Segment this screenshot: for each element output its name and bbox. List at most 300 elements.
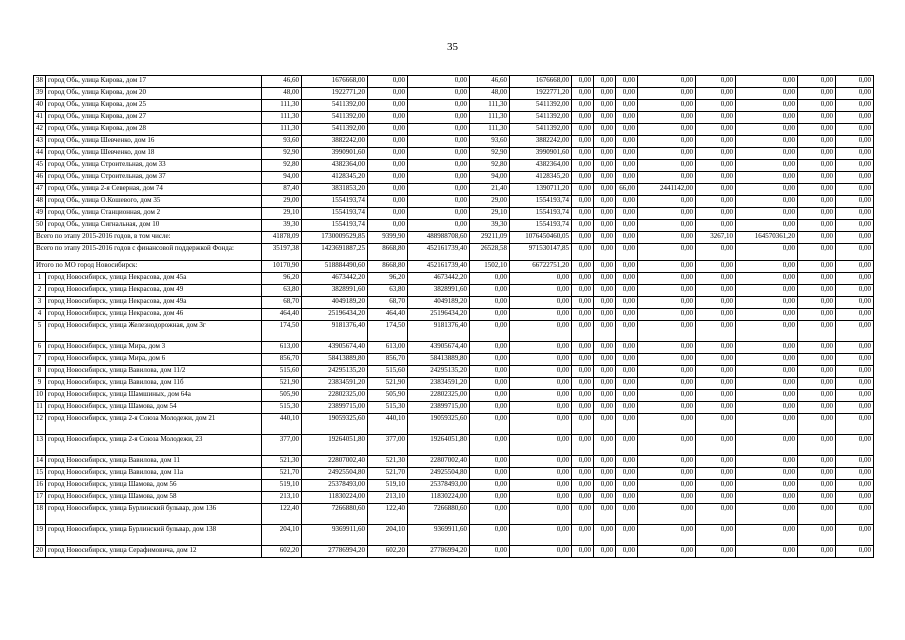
row-number: 41 [34,112,46,124]
value-cell: 0,00 [696,354,736,366]
value-cell: 515,60 [368,366,408,378]
value-cell: 0,00 [798,160,836,172]
value-cell: 0,00 [368,208,408,220]
value-cell: 5411392,00 [302,112,368,124]
row-number: 4 [34,309,46,321]
value-cell: 0,00 [594,354,616,366]
value-cell: 0,00 [836,244,874,261]
value-cell: 0,00 [572,378,594,390]
value-cell: 0,00 [696,456,736,468]
value-cell: 0,00 [696,136,736,148]
value-cell: 0,00 [836,492,874,504]
value-cell: 856,70 [368,354,408,366]
value-cell: 0,00 [616,160,638,172]
value-cell: 63,80 [368,285,408,297]
value-cell: 24295135,20 [302,366,368,378]
table-row [34,468,874,480]
value-cell: 0,00 [736,148,798,160]
value-cell: 21,40 [470,184,510,196]
value-cell: 0,00 [594,309,616,321]
value-cell: 111,30 [262,124,302,136]
value-cell: 96,20 [368,273,408,285]
value-cell: 0,00 [510,402,572,414]
value-cell: 29,00 [470,196,510,208]
row-number: 42 [34,124,46,136]
value-cell: 0,00 [616,390,638,402]
value-cell: 0,00 [638,480,696,492]
value-cell: 1554193,74 [302,208,368,220]
value-cell: 519,10 [262,480,302,492]
value-cell: 5411392,00 [302,124,368,136]
row-number: 40 [34,100,46,112]
value-cell: 22807002,40 [302,456,368,468]
value-cell: 93,60 [470,136,510,148]
value-cell: 0,00 [572,492,594,504]
value-cell: 0,00 [616,546,638,558]
value-cell: 0,00 [616,124,638,136]
value-cell: 0,00 [798,504,836,525]
row-number: 47 [34,184,46,196]
value-cell: 0,00 [736,468,798,480]
value-cell: 0,00 [696,366,736,378]
value-cell: 0,00 [510,285,572,297]
value-cell: 0,00 [470,435,510,456]
value-cell: 0,00 [736,196,798,208]
value-cell: 0,00 [572,480,594,492]
table-row [34,456,874,468]
row-number: 6 [34,342,46,354]
value-cell: 0,00 [510,273,572,285]
value-cell: 0,00 [638,88,696,100]
address-cell: город Обь, улица Сигнальная, дом 10 [46,220,262,232]
value-cell: 0,00 [836,321,874,342]
value-cell: 0,00 [408,172,470,184]
value-cell: 0,00 [470,402,510,414]
value-cell: 3990901,60 [302,148,368,160]
value-cell: 0,00 [798,184,836,196]
address-cell: город Новосибирск, улица Некрасова, дом 49а [46,297,262,309]
value-cell: 521,30 [368,456,408,468]
value-cell: 0,00 [368,124,408,136]
value-cell: 0,00 [696,76,736,88]
value-cell: 521,70 [262,468,302,480]
value-cell: 0,00 [836,261,874,273]
value-cell: 11830224,00 [408,492,470,504]
address-cell: город Обь, улица Кирова, дом 25 [46,100,262,112]
value-cell: 0,00 [594,297,616,309]
value-cell: 518884490,60 [302,261,368,273]
value-cell: 0,00 [572,136,594,148]
row-number: 20 [34,546,46,558]
table-row [34,480,874,492]
value-cell: 521,30 [262,456,302,468]
table-row [34,124,874,136]
address-cell: город Обь, улица Кирова, дом 28 [46,124,262,136]
value-cell: 0,00 [836,297,874,309]
value-cell: 0,00 [736,504,798,525]
value-cell: 1554193,74 [510,220,572,232]
address-cell: город Обь, улица 2-я Северная, дом 74 [46,184,262,196]
value-cell: 0,00 [696,390,736,402]
table-row [34,220,874,232]
value-cell: 0,00 [616,480,638,492]
value-cell: 0,00 [638,172,696,184]
value-cell: 0,00 [572,208,594,220]
value-cell: 0,00 [572,435,594,456]
value-cell: 0,00 [594,232,616,244]
value-cell: 0,00 [798,297,836,309]
value-cell: 0,00 [510,456,572,468]
value-cell: 48,00 [470,88,510,100]
value-cell: 0,00 [470,285,510,297]
value-cell: 0,00 [408,208,470,220]
value-cell: 0,00 [836,525,874,546]
value-cell: 0,00 [836,112,874,124]
value-cell: 0,00 [572,100,594,112]
value-cell: 0,00 [616,309,638,321]
value-cell: 0,00 [368,220,408,232]
value-cell: 0,00 [510,435,572,456]
value-cell: 0,00 [594,172,616,184]
value-cell: 87,40 [262,184,302,196]
value-cell: 68,70 [368,297,408,309]
value-cell: 0,00 [798,112,836,124]
table-row [34,76,874,88]
table-row [34,525,874,546]
value-cell: 0,00 [798,76,836,88]
value-cell: 0,00 [572,354,594,366]
value-cell: 0,00 [616,285,638,297]
value-cell: 94,00 [470,172,510,184]
value-cell: 213,10 [262,492,302,504]
value-cell: 0,00 [798,100,836,112]
value-cell: 0,00 [696,480,736,492]
total-row [34,244,874,261]
row-number: 50 [34,220,46,232]
value-cell: 122,40 [262,504,302,525]
table-row [34,414,874,435]
value-cell: 0,00 [638,136,696,148]
value-cell: 5411392,00 [302,100,368,112]
value-cell: 0,00 [408,184,470,196]
value-cell: 1730009529,85 [302,232,368,244]
row-number: 2 [34,285,46,297]
value-cell: 92,80 [470,160,510,172]
value-cell: 0,00 [638,297,696,309]
value-cell: 0,00 [616,220,638,232]
value-cell: 22807002,40 [408,456,470,468]
value-cell: 0,00 [736,342,798,354]
value-cell: 0,00 [572,390,594,402]
value-cell: 521,90 [368,378,408,390]
value-cell: 0,00 [368,88,408,100]
value-cell: 0,00 [572,546,594,558]
value-cell: 0,00 [798,172,836,184]
value-cell: 4673442,20 [408,273,470,285]
value-cell: 0,00 [836,136,874,148]
value-cell: 0,00 [696,172,736,184]
value-cell: 24295135,20 [408,366,470,378]
value-cell: 0,00 [572,76,594,88]
row-number: 10 [34,390,46,402]
value-cell: 505,90 [368,390,408,402]
value-cell: 24925504,80 [408,468,470,480]
value-cell: 0,00 [836,390,874,402]
table-row [34,160,874,172]
value-cell: 452161739,40 [408,261,470,273]
value-cell: 1676668,00 [510,76,572,88]
value-cell: 0,00 [616,342,638,354]
value-cell: 0,00 [798,525,836,546]
value-cell: 0,00 [638,456,696,468]
value-cell: 0,00 [572,196,594,208]
value-cell: 0,00 [470,492,510,504]
value-cell: 26528,58 [470,244,510,261]
address-cell: город Новосибирск, улица Некрасова, дом 45а [46,273,262,285]
value-cell: 8668,80 [368,244,408,261]
value-cell: 0,00 [616,378,638,390]
value-cell: 0,00 [368,172,408,184]
value-cell: 0,00 [736,297,798,309]
value-cell: 0,00 [572,184,594,196]
value-cell: 0,00 [736,525,798,546]
value-cell: 0,00 [798,88,836,100]
value-cell: 0,00 [594,414,616,435]
value-cell: 0,00 [616,297,638,309]
value-cell: 0,00 [696,88,736,100]
value-cell: 0,00 [594,112,616,124]
table-row [34,309,874,321]
value-cell: 41878,09 [262,232,302,244]
value-cell: 0,00 [616,492,638,504]
value-cell: 0,00 [616,100,638,112]
table-row [34,148,874,160]
value-cell: 5411392,00 [510,112,572,124]
value-cell: 0,00 [572,88,594,100]
value-cell: 0,00 [736,546,798,558]
value-cell: 7266880,60 [408,504,470,525]
value-cell: 3882242,00 [302,136,368,148]
value-cell: 0,00 [836,148,874,160]
value-cell: 0,00 [736,220,798,232]
value-cell: 0,00 [572,504,594,525]
value-cell: 0,00 [836,172,874,184]
table-row [34,435,874,456]
value-cell: 0,00 [616,273,638,285]
value-cell: 0,00 [798,321,836,342]
value-cell: 0,00 [696,342,736,354]
value-cell: 0,00 [798,208,836,220]
value-cell: 0,00 [736,378,798,390]
value-cell: 1554193,74 [302,196,368,208]
value-cell: 0,00 [638,112,696,124]
address-cell: город Новосибирск, улица Вавилова, дом 11б [46,378,262,390]
value-cell: 0,00 [408,112,470,124]
value-cell: 0,00 [616,321,638,342]
value-cell: 0,00 [470,366,510,378]
value-cell: 0,00 [638,148,696,160]
value-cell: 3990901,60 [510,148,572,160]
table-row [34,184,874,196]
value-cell: 0,00 [798,220,836,232]
value-cell: 0,00 [736,309,798,321]
value-cell: 0,00 [836,100,874,112]
table-row [34,402,874,414]
value-cell: 0,00 [696,184,736,196]
value-cell: 0,00 [798,196,836,208]
value-cell: 0,00 [368,148,408,160]
address-cell: город Новосибирск, улица Железнодорожная, дом 3г [46,321,262,342]
value-cell: 0,00 [696,220,736,232]
value-cell: 0,00 [836,309,874,321]
value-cell: 613,00 [368,342,408,354]
value-cell: 9369911,60 [408,525,470,546]
value-cell: 0,00 [798,136,836,148]
value-cell: 0,00 [572,148,594,160]
value-cell: 0,00 [638,468,696,480]
table-row [34,390,874,402]
value-cell: 0,00 [510,342,572,354]
value-cell: 7266880,60 [302,504,368,525]
value-cell: 0,00 [616,88,638,100]
address-cell: город Новосибирск, улица 2-я Союза Молодежи, дом 21 [46,414,262,435]
value-cell: 0,00 [594,273,616,285]
value-cell: 23834591,20 [408,378,470,390]
value-cell: 0,00 [736,184,798,196]
address-cell: город Новосибирск, улица 2-я Союза Молодежи, 23 [46,435,262,456]
value-cell: 92,80 [262,160,302,172]
address-cell: город Новосибирск, улица Шамова, дом 58 [46,492,262,504]
value-cell: 0,00 [736,273,798,285]
value-cell: 0,00 [696,492,736,504]
value-cell: 0,00 [470,456,510,468]
value-cell: 0,00 [696,546,736,558]
value-cell: 63,80 [262,285,302,297]
value-cell: 0,00 [798,366,836,378]
value-cell: 0,00 [616,112,638,124]
value-cell: 4673442,20 [302,273,368,285]
value-cell: 0,00 [510,414,572,435]
table-row [34,285,874,297]
value-cell: 0,00 [470,297,510,309]
value-cell: 0,00 [696,378,736,390]
value-cell: 24925504,80 [302,468,368,480]
value-cell: 46,60 [262,76,302,88]
row-number: 17 [34,492,46,504]
row-number: 14 [34,456,46,468]
value-cell: 0,00 [594,390,616,402]
value-cell: 0,00 [736,124,798,136]
value-cell: 0,00 [408,196,470,208]
address-cell: город Обь, улица Строительная, дом 37 [46,172,262,184]
value-cell: 0,00 [798,546,836,558]
value-cell: 0,00 [594,124,616,136]
value-cell: 0,00 [836,160,874,172]
value-cell: 0,00 [638,366,696,378]
value-cell: 0,00 [736,285,798,297]
value-cell: 1554193,74 [510,196,572,208]
value-cell: 204,10 [262,525,302,546]
value-cell: 0,00 [594,492,616,504]
value-cell: 0,00 [594,261,616,273]
value-cell: 0,00 [594,88,616,100]
value-cell: 46,60 [470,76,510,88]
value-cell: 92,90 [470,148,510,160]
value-cell: 0,00 [594,244,616,261]
value-cell: 0,00 [616,76,638,88]
value-cell: 0,00 [638,309,696,321]
value-cell: 3882242,00 [510,136,572,148]
value-cell: 0,00 [510,492,572,504]
value-cell: 0,00 [408,136,470,148]
value-cell: 0,00 [696,297,736,309]
value-cell: 39,30 [470,220,510,232]
value-cell: 0,00 [572,232,594,244]
value-cell: 0,00 [696,196,736,208]
address-cell: город Обь, улица Строительная, дом 33 [46,160,262,172]
value-cell: 39,30 [262,220,302,232]
value-cell: 0,00 [470,342,510,354]
value-cell: 0,00 [572,456,594,468]
value-cell: 0,00 [638,220,696,232]
value-cell: 0,00 [510,354,572,366]
value-cell: 0,00 [736,354,798,366]
value-cell: 0,00 [696,468,736,480]
value-cell: 9181376,40 [408,321,470,342]
address-cell: город Новосибирск, улица Некрасова, дом 46 [46,309,262,321]
value-cell: 174,50 [368,321,408,342]
value-cell: 0,00 [594,525,616,546]
value-cell: 0,00 [616,196,638,208]
value-cell: 0,00 [616,468,638,480]
value-cell: 505,90 [262,390,302,402]
value-cell: 0,00 [510,321,572,342]
value-cell: 0,00 [470,273,510,285]
value-cell: 0,00 [696,273,736,285]
row-number: 9 [34,378,46,390]
table-row [34,136,874,148]
value-cell: 0,00 [638,435,696,456]
address-cell: город Новосибирск, улица Шамова, дом 56 [46,480,262,492]
value-cell: 1076450460,05 [510,232,572,244]
value-cell: 58413889,80 [302,354,368,366]
value-cell: 0,00 [616,402,638,414]
value-cell: 521,70 [368,468,408,480]
value-cell: 0,00 [616,172,638,184]
value-cell: 8668,80 [368,261,408,273]
value-cell: 0,00 [572,321,594,342]
value-cell: 0,00 [572,285,594,297]
value-cell: 602,20 [262,546,302,558]
value-cell: 111,30 [470,112,510,124]
value-cell: 0,00 [638,76,696,88]
value-cell: 0,00 [836,468,874,480]
value-cell: 1390711,20 [510,184,572,196]
value-cell: 464,40 [368,309,408,321]
value-cell: 3828991,60 [302,285,368,297]
value-cell: 0,00 [368,100,408,112]
value-cell: 0,00 [616,136,638,148]
value-cell: 43905674,40 [408,342,470,354]
value-cell: 0,00 [736,244,798,261]
row-number: 38 [34,76,46,88]
row-number: 39 [34,88,46,100]
address-cell: город Новосибирск, улица Вавилова, дом 11а [46,468,262,480]
value-cell: 0,00 [696,160,736,172]
value-cell: 0,00 [836,414,874,435]
value-cell: 602,20 [368,546,408,558]
value-cell: 0,00 [736,492,798,504]
